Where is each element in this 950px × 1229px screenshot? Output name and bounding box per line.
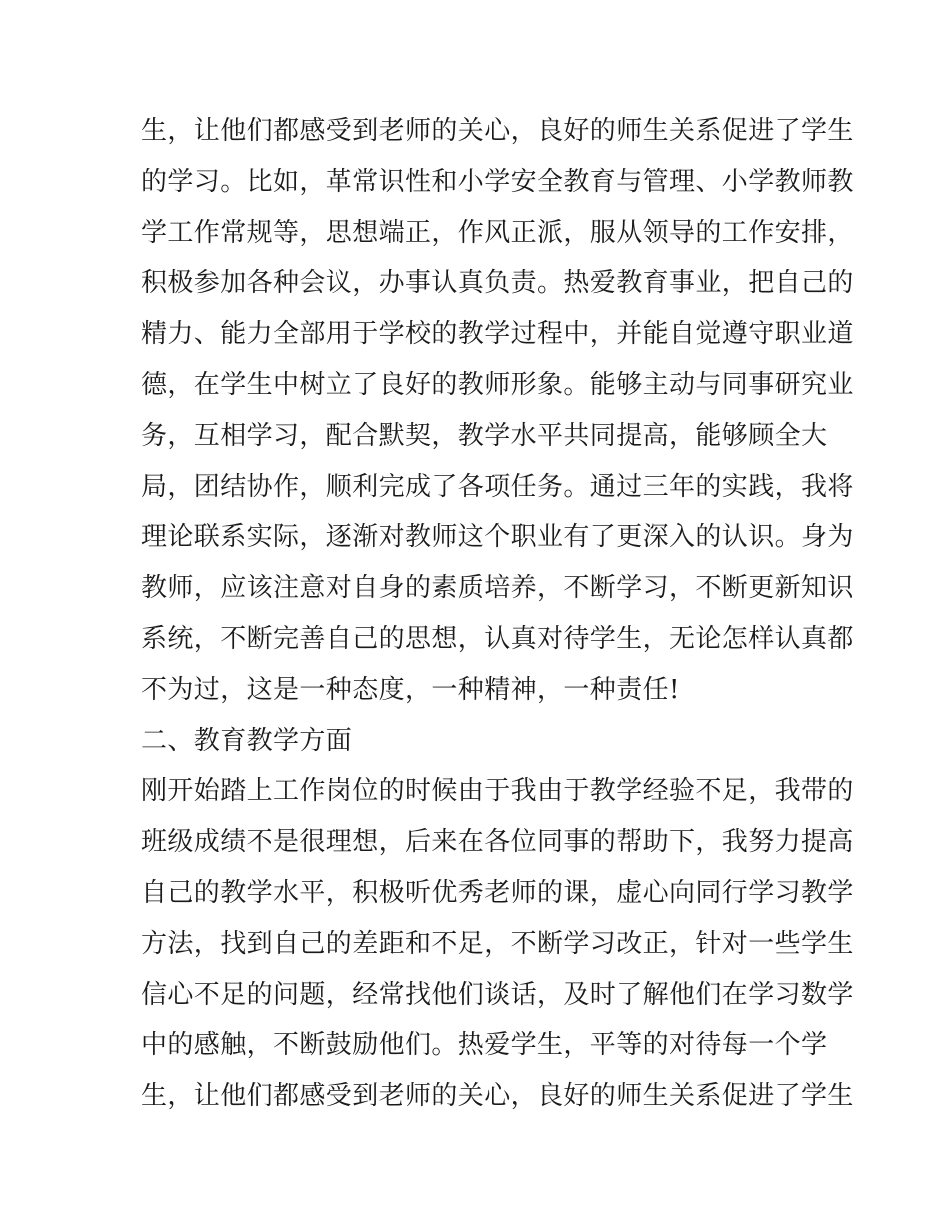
text-line: 的学习。比如，革常识性和小学安全教育与管理、小学教师教 (141, 166, 854, 197)
text-line: 精力、能力全部用于学校的教学过程中，并能自觉遵守职业道 (141, 319, 854, 350)
text-line: 务，互相学习，配合默契，教学水平共同提高，能够顾全大 (141, 420, 828, 451)
text-line: 班级成绩不是很理想，后来在各位同事的帮助下，我努力提高 (141, 827, 854, 858)
text-line: 理论联系实际，逐渐对教师这个职业有了更深入的认识。身为 (141, 522, 854, 553)
text-line: 方法，找到自己的差距和不足，不断学习改正，针对一些学生 (141, 928, 854, 959)
text-line: 自己的教学水平，积极听优秀老师的课，虚心向同行学习教学 (141, 877, 854, 908)
text-line: 系统，不断完善自己的思想，认真对待学生，无论怎样认真都 (141, 623, 854, 654)
body-text (141, 106, 854, 1122)
text-line: 生，让他们都感受到老师的关心，良好的师生关系促进了学生 (141, 1081, 854, 1112)
text-line: 不为过，这是一种态度，一种精神，一种责任! (141, 674, 680, 705)
text-line: 德，在学生中树立了良好的教师形象。能够主动与同事研究业 (141, 369, 854, 400)
text-line: 信心不足的问题，经常找他们谈话，及时了解他们在学习数学 (141, 979, 854, 1010)
text-line: 教师，应该注意对自身的素质培养，不断学习，不断更新知识 (141, 573, 854, 604)
text-line: 生，让他们都感受到老师的关心，良好的师生关系促进了学生 (141, 116, 854, 146)
text-line: 刚开始踏上工作岗位的时候由于我由于教学经验不足，我带的 (141, 776, 854, 807)
text-line: 积极参加各种会议，办事认真负责。热爱教育事业，把自己的 (141, 268, 854, 299)
text-line: 学工作常规等，思想端正，作风正派，服从领导的工作安排， (141, 217, 854, 248)
section-heading: 二、教育教学方面 (141, 725, 353, 756)
text-line: 局，团结协作，顺利完成了各项任务。通过三年的实践，我将 (141, 471, 854, 502)
text-line: 中的感触，不断鼓励他们。热爱学生，平等的对待每一个学 (141, 1030, 828, 1061)
